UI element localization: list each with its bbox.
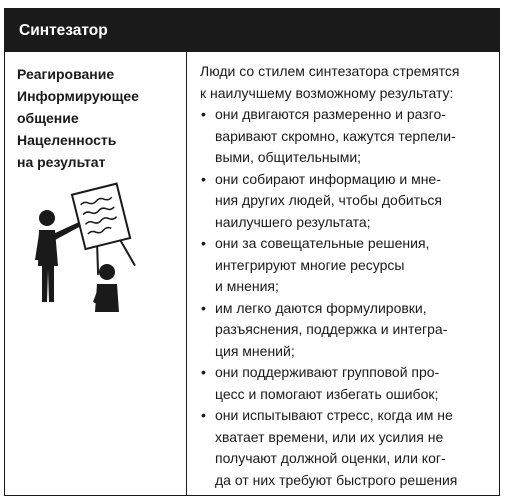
list-item-line: хватает времени, или их усилия не (215, 428, 444, 445)
list-item-line: • они поддерживают групповой про- (215, 364, 440, 380)
presenter-with-flipchart-icon (33, 180, 153, 312)
list-item-line: • они двигаются размеренно и разго- (215, 106, 446, 122)
list-item-line: наилучшего результата; (215, 213, 371, 230)
list-item (200, 298, 489, 363)
list-item-line: • они за совещательные решения, (215, 235, 430, 251)
trait-item: Информирующее (17, 88, 139, 104)
list-item (200, 405, 489, 491)
list-item (200, 169, 489, 234)
list-item-line: • им легко даются формулировки, (215, 299, 427, 316)
header-title: Синтезатор (19, 22, 108, 39)
trait-item: Реагирование (17, 66, 115, 82)
list-item-line: выми, общительными; (215, 149, 362, 165)
list-item-line: • они испытывают стресс, когда им не (215, 407, 453, 423)
table-header (5, 9, 499, 52)
intro-line: Люди со стилем синтезатора стремятся (200, 63, 460, 79)
list-item-line: и мнения; (215, 278, 279, 294)
trait-item: Нацеленность (17, 132, 117, 148)
list-item-line: ния других людей, чтобы добиться (215, 192, 442, 208)
list-item-line: цесс и помогают избегать ошибок; (215, 385, 439, 402)
list-item-line: интегрируют многие ресурсы (215, 256, 405, 273)
trait-item: общение (17, 110, 79, 126)
list-item (200, 362, 489, 405)
list-item-line: • они собирают информацию и мне- (215, 170, 441, 187)
table-body-row (5, 52, 499, 495)
intro-paragraph (200, 61, 489, 104)
traits-column (5, 52, 187, 495)
list-item-line: ция мнений; (215, 342, 295, 359)
trait-item: на результат (17, 154, 106, 170)
list-item-line: разъяснения, поддержка и интегра- (215, 321, 448, 337)
synthesizer-style-table (4, 8, 500, 496)
list-item-line: да от них требуют быстрого решения (215, 471, 458, 488)
list-item-line: варивают скромно, кажутся терпели- (215, 127, 456, 144)
list-item (200, 233, 489, 298)
list-item (200, 104, 489, 169)
intro-line: к наилучшему возможному результату: (200, 84, 454, 101)
description-column (187, 52, 499, 495)
behavior-list (200, 104, 489, 491)
list-item-line: получают должной оценки, или ког- (215, 450, 446, 466)
